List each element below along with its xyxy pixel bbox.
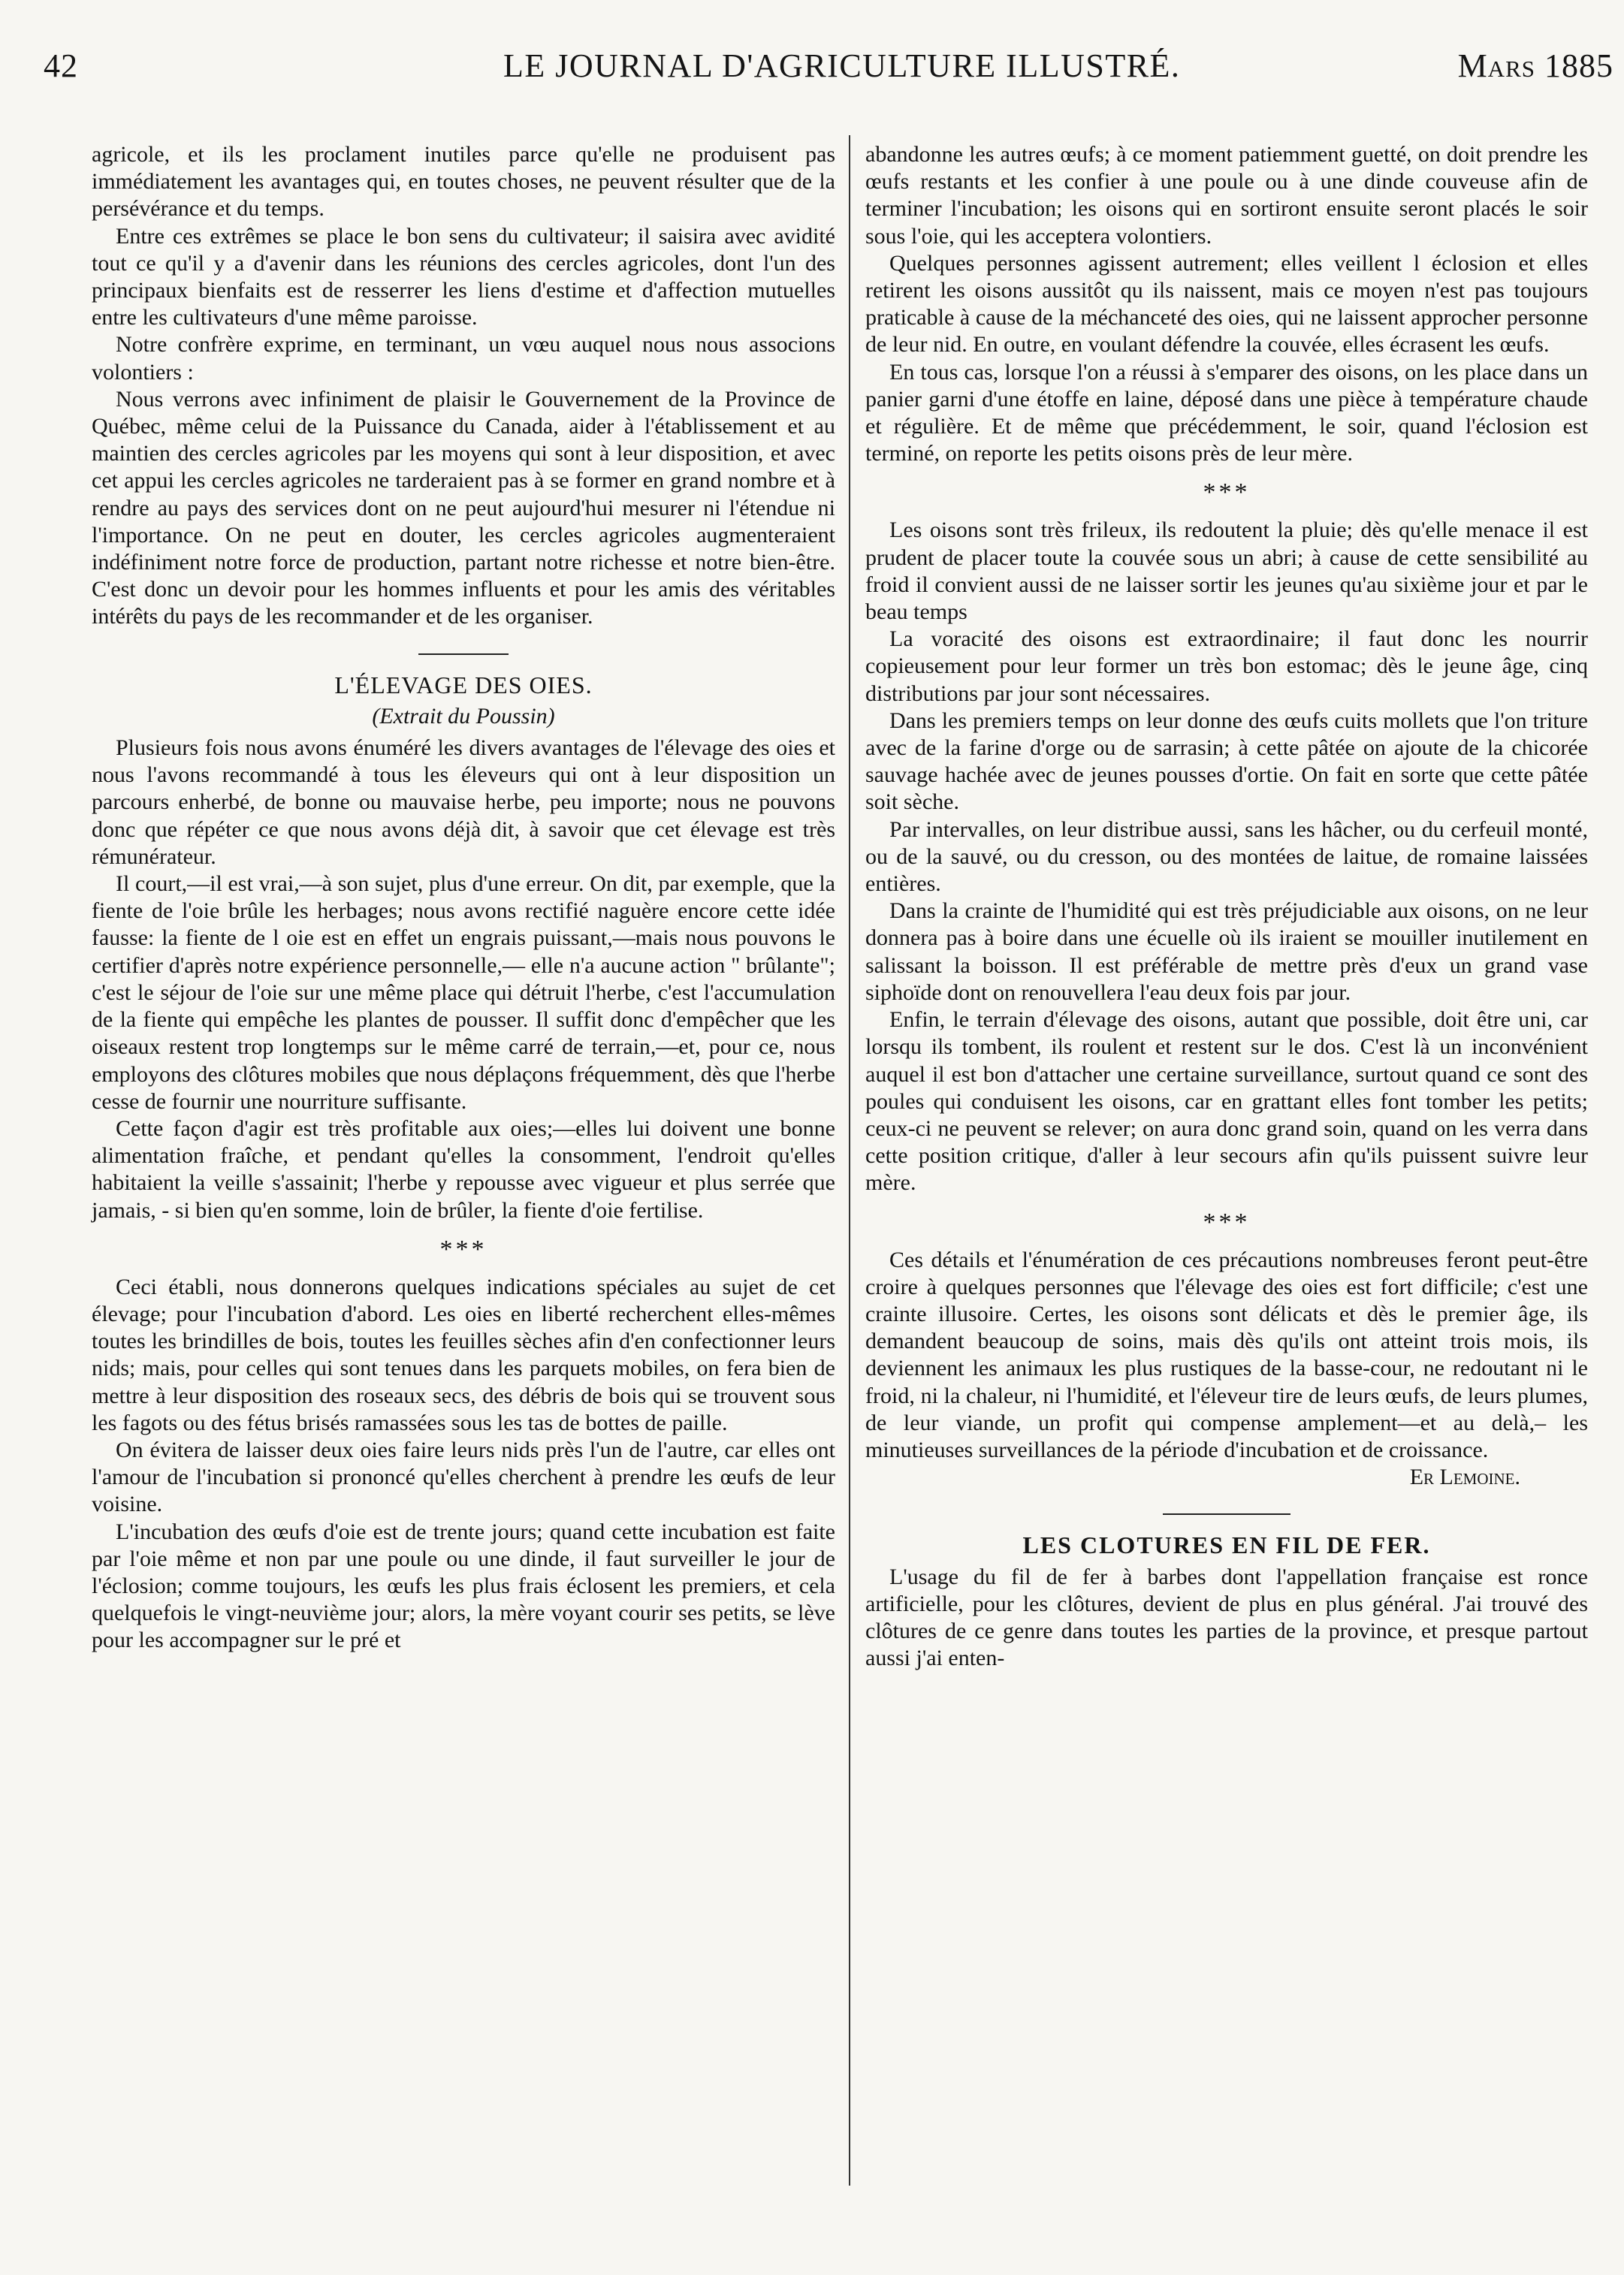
left-column: [92, 141, 835, 1655]
paragraph: Dans la crainte de l'humidité qui est très préjudiciable aux oisons, on ne leur donnera pas à boire dans une écuelle où ils iraient se mouiller inutilement en salissant la boisson. Il est préférable de mettre près d'eux un grand vase siphoïde dont on renouvellera l'eau deux fois par jour.: [865, 898, 1588, 1005]
page-number: 42: [44, 47, 78, 84]
asterism: ***: [439, 1235, 488, 1263]
paragraph: Dans les premiers temps on leur donne des œufs cuits mollets que l'on triture avec de la farine d'orge ou de sarrasin; à cette pâtée on ajoute de la chicorée sauvage hachée avec de jeunes pousses d'ortie. On fait en sorte que cette pâtée soit sèche.: [865, 708, 1588, 815]
paragraph: Notre confrère exprime, en terminant, un vœu auquel nous nous associons volontiers :: [92, 332, 835, 385]
paragraph: Enfin, le terrain d'élevage des oisons, autant que possible, doit être uni, car lorsqu ils tombent, ils roulent et restent sur le dos. C'est là un inconvénient auquel il est bon d'attacher une certaine surveillance, surtout quand ce sont des poules qui conduisent les oisons, car en grattant elles font tomber les petits; ceux-ci ne peuvent se relever; on aura donc grand soin, quand on les verra dans cette position critique, d'aller à leur secours afin qu'ils puissent suivre leur mère.: [865, 1007, 1588, 1196]
paragraph: L'incubation des œufs d'oie est de trente jours; quand cette incubation est faite par l'oie même et non par une poule ou une dinde, il faut surveiller le jour de l'éclosion; comme toujours, les œufs les plus frais éclosent les premiers, et cela quelquefois le vingt-neuvième jour; alors, la mère voyant courir ses petits, se lève pour les accompagner sur le pré et: [92, 1519, 835, 1653]
paragraph: Quelques personnes agissent autrement; elles veillent l éclosion et elles retirent les oisons aussitôt qu ils naissent, mais ce moyen n'est pas toujours praticable à cause de la méchanceté des oies, qui ne laissent approcher personne de leur nid. En outre, en voulant défendre la couvée, elles écrasent les œufs.: [865, 250, 1588, 358]
column-divider: [849, 135, 850, 2186]
article-title: LES CLOTURES EN FIL DE FER.: [1022, 1531, 1431, 1559]
article-source: (Extrait du Poussin): [372, 703, 555, 729]
paragraph: Entre ces extrêmes se place le bon sens du cultivateur; il saisira avec avidité tout ce qu'il y a d'avenir dans les réunions des cercles agricoles, dont l'un des principaux bienfaits est de resserrer les liens d'estime et d'affection mutuelles entre les cultivateurs d'une même paroisse.: [92, 223, 835, 330]
paragraph: La voracité des oisons est extraordinaire; il faut donc les nourrir copieusement pour leur former un très bon estomac; dès le jeune âge, cinq distributions par jour sont nécessaires.: [865, 626, 1588, 706]
paragraph: On évitera de laisser deux oies faire leurs nids près l'un de l'autre, car elles ont l'amour de l'incubation si prononcé qu'elles cherchent à prendre les œufs de leur voisine.: [92, 1437, 835, 1517]
paragraph: Plusieurs fois nous avons énuméré les divers avantages de l'élevage des oies et nous l'avons recommandé à tous les éleveurs qui ont à leur disposition un parcours enherbé, de bonne ou mauvaise herbe, peu importe; nous ne pouvons donc que répéter ce que nous avons déjà dit, à savoir que cet élevage est très rémunérateur.: [92, 735, 835, 869]
paragraph: Ceci établi, nous donnerons quelques indications spéciales au sujet de cet élevage; pour l'incubation d'abord. Les oies en liberté recherchent elles-mêmes toutes les brindilles de bois, toutes les feuilles sèches afin d'en confectionner leurs nids; mais, pour celles qui sont tenues dans les parquets mobiles, on fera bien de mettre à leur disposition des roseaux secs, des débris de bois qui se trouvent sous les fagots ou des fétus brisés ramassées sous les tas de bottes de paille.: [92, 1274, 835, 1435]
paragraph: En tous cas, lorsque l'on a réussi à s'emparer des oisons, on les place dans un panier garni d'une étoffe en laine, déposé dans une pièce à température chaude et régulière. Et de même que précédemment, le soir, quand l'éclosion est terminé, on reporte les petits oisons près de leur mère.: [865, 359, 1588, 466]
asterism: ***: [1203, 478, 1251, 507]
author-signature: Er Lemoine.: [1409, 1465, 1520, 1490]
article-title: L'ÉLEVAGE DES OIES.: [334, 671, 593, 698]
right-column: [865, 141, 1588, 1672]
paragraph: Les oisons sont très frileux, ils redoutent la pluie; dès qu'elle menace il est prudent de placer toute la couvée sous un abri; à cause de cette sensibilité au froid il convient aussi de ne laisser sortir les jeunes qu'au sixième jour et par le beau temps: [865, 517, 1588, 625]
paragraph: agricole, et ils les proclament inutiles parce qu'elle ne produisent pas immédiatement les avantages qui, en toutes choses, ne peuvent résulter que de la persévérance et du temps.: [92, 142, 835, 222]
paragraph: Il court,—il est vrai,—à son sujet, plus d'une erreur. On dit, par exemple, que la fiente de l'oie brûle les herbages; nous avons rectifié naguère encore cette idée fausse: la fiente de l oie est en effet un engrais puissant,—mais nous pouvons le certifier d'après notre expérience personnelle,— elle n'a aucune action " brûlante"; c'est le séjour de l'oie sur une même place qui détruit l'herbe, c'est l'accumulation de la fiente qui empêche les plantes de pousser. Il suffit donc d'empêcher que les oiseaux restent trop longtemps sur le même carré de terrain,—et, pour ce, nous employons des clôtures mobiles que nous déplaçons fréquemment, dès que l'herbe cesse de fournir une nourriture suffisante.: [92, 871, 835, 1114]
section-separator: [1163, 1513, 1290, 1515]
paragraph: L'usage du fil de fer à barbes dont l'appellation française est ronce artificielle, pour les clôtures, devient de plus en plus général. J'ai trouvé des clôtures de ce genre dans toutes les parties de la province, et presque partout aussi j'ai enten-: [865, 1564, 1588, 1671]
paragraph: Cette façon d'agir est très profitable aux oies;—elles lui doivent une bonne alimentation fraîche, et pendant qu'elles la consomment, l'endroit qu'elles habitaient la veille s'assainit; l'herbe y repousse avec vigueur et plus serrée que jamais, - si bien qu'en somme, loin de brûler, la fiente d'oie fertilise.: [92, 1115, 835, 1223]
paragraph: Nous verrons avec infiniment de plaisir le Gouvernement de la Province de Québec, même celui de la Puissance du Canada, aider à l'établissement et au maintien des cercles agricoles par les moyens qui sont à leur disposition, et avec cet appui les cercles agricoles ne tarderaient pas à se former en grand nombre et à rendre au pays des services dont on ne peut aujourd'hui mesurer ni l'étendue ni l'importance. On ne peut en douter, les cercles agricoles augmenteraient indéfiniment notre force de production, partant notre richesse et notre bien-être. C'est donc un devoir pour les hommes influents et pour les amis des véritables intérêts du pays de les recommander et de les organiser.: [92, 386, 835, 629]
section-separator: [418, 653, 509, 655]
paragraph: abandonne les autres œufs; à ce moment patiemment guetté, on doit prendre les œufs restants et les confier à une poule ou à une dinde couveuse afin de terminer l'incubation; les oisons qui en sortiront ensuite seront placés le soir sous l'oie, qui les acceptera volontiers.: [865, 142, 1588, 249]
issue-date: Mars 1885: [1457, 47, 1613, 84]
journal-title: LE JOURNAL D'AGRICULTURE ILLUSTRÉ.: [503, 47, 1181, 84]
asterism: ***: [1203, 1208, 1251, 1236]
paragraph: Par intervalles, on leur distribue aussi, sans les hâcher, ou du cerfeuil monté, ou de la sauvé, ou du cresson, ou des montées de laitue, de romaine laissées entières.: [865, 816, 1588, 897]
paragraph: Ces détails et l'énumération de ces précautions nombreuses feront peut-être croire à quelques personnes que l'élevage des oies est fort difficile; c'est une crainte illusoire. Certes, les oisons sont délicats et dès le premier âge, ils demandent beaucoup de soins, mais dès qu'ils ont atteint trois mois, ils deviennent les animaux les plus rustiques de la basse-cour, ne redoutant ni le froid, ni la chaleur, ni l'humidité, et l'éleveur tire de leurs œufs, de leurs plumes, de leur viande, un profit qui compense amplement—et au delà,– les minutieuses surveillances de la période d'incubation et de croissance.: [865, 1247, 1588, 1462]
page-header: [44, 47, 1621, 92]
